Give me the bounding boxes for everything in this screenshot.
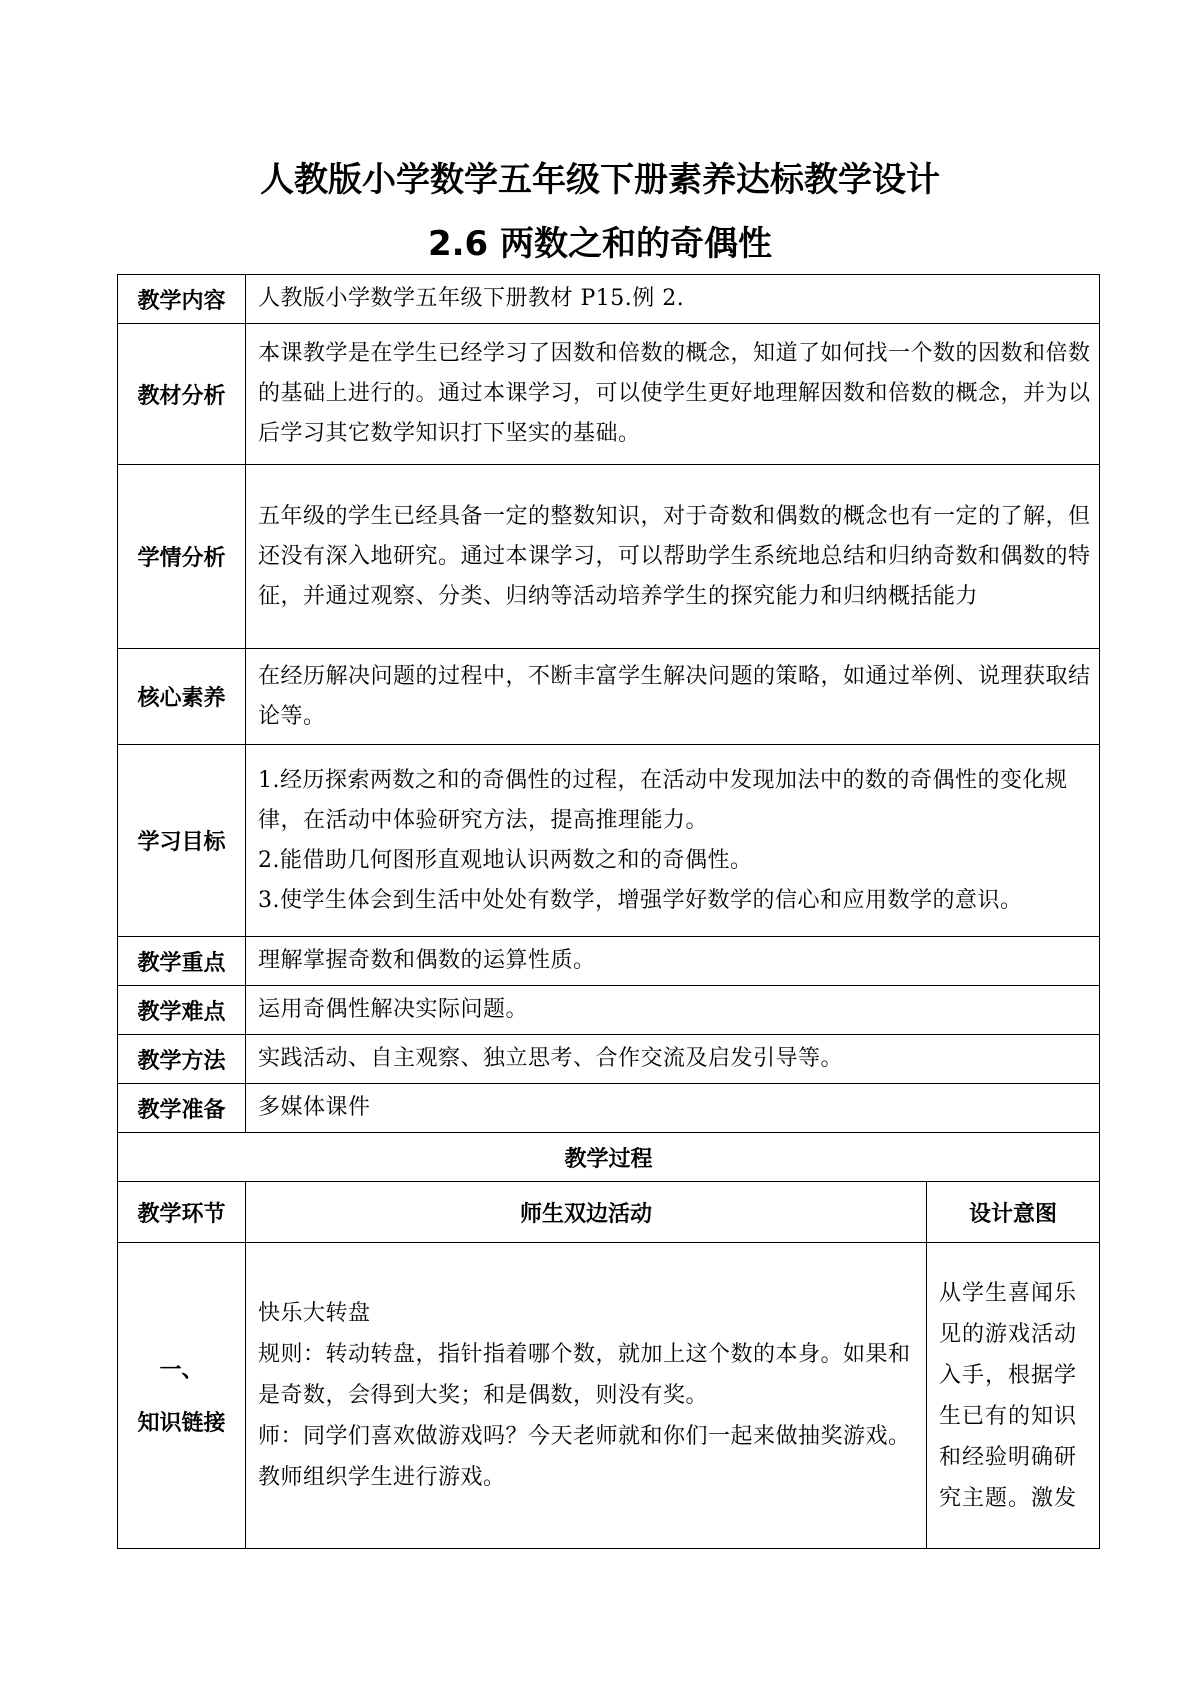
lesson-plan-table xyxy=(117,274,1100,1549)
table-row xyxy=(118,275,1100,324)
row-label: 学习目标 xyxy=(118,745,246,937)
stage-number: 一、 xyxy=(159,1357,204,1383)
stage-activities: 快乐大转盘 规则：转动转盘，指针指着哪个数，就加上这个数的本身。如果和是奇数，会得到大奖；和是偶数，则没有奖。 师：同学们喜欢做游戏吗？今天老师就和你们一起来做抽奖游戏。 教师组织学生进行游戏。 xyxy=(246,1243,927,1549)
row-label: 核心素养 xyxy=(118,649,246,745)
row-label: 教材分析 xyxy=(118,324,246,465)
row-content: 多媒体课件 xyxy=(246,1084,1100,1133)
row-label: 教学重点 xyxy=(118,937,246,986)
document-subtitle: 2.6 两数之和的奇偶性 xyxy=(427,224,773,264)
column-header-activity: 师生双边活动 xyxy=(246,1182,927,1243)
table-row xyxy=(118,649,1100,745)
table-row xyxy=(118,324,1100,465)
row-content: 1.经历探索两数之和的奇偶性的过程，在活动中发现加法中的数的奇偶性的变化规律，在活动中体验研究方法，提高推理能力。 2.能借助几何图形直观地认识两数之和的奇偶性。 3.使学生体会到生活中处处有数学，增强学好数学的信心和应用数学的意识。 xyxy=(246,745,1100,937)
column-header-intent: 设计意图 xyxy=(927,1182,1100,1243)
document-title: 人教版小学数学五年级下册素养达标教学设计 xyxy=(260,160,940,200)
row-label: 教学准备 xyxy=(118,1084,246,1133)
process-stage-row xyxy=(118,1243,1100,1549)
row-content: 理解掌握奇数和偶数的运算性质。 xyxy=(246,937,1100,986)
row-label: 教学难点 xyxy=(118,986,246,1035)
stage-name: 知识链接 xyxy=(137,1410,226,1436)
process-heading: 教学过程 xyxy=(118,1133,1100,1182)
process-heading-row xyxy=(118,1133,1100,1182)
row-content: 运用奇偶性解决实际问题。 xyxy=(246,986,1100,1035)
row-label: 学情分析 xyxy=(118,465,246,649)
stage-cell xyxy=(118,1243,246,1549)
stage-intent: 从学生喜闻乐见的游戏活动入手，根据学生已有的知识和经验明确研究主题。激发 xyxy=(927,1243,1100,1549)
row-content: 本课教学是在学生已经学习了因数和倍数的概念，知道了如何找一个数的因数和倍数的基础上进行的。通过本课学习，可以使学生更好地理解因数和倍数的概念，并为以后学习其它数学知识打下坚实的基础。 xyxy=(246,324,1100,465)
row-label: 教学内容 xyxy=(118,275,246,324)
table-row xyxy=(118,465,1100,649)
table-row xyxy=(118,1084,1100,1133)
column-header-stage: 教学环节 xyxy=(118,1182,246,1243)
table-row xyxy=(118,1035,1100,1084)
table-row xyxy=(118,937,1100,986)
row-label: 教学方法 xyxy=(118,1035,246,1084)
row-content: 五年级的学生已经具备一定的整数知识，对于奇数和偶数的概念也有一定的了解，但还没有深入地研究。通过本课学习，可以帮助学生系统地总结和归纳奇数和偶数的特征，并通过观察、分类、归纳等活动培养学生的探究能力和归纳概括能力 xyxy=(246,465,1100,649)
table-row xyxy=(118,986,1100,1035)
row-content: 实践活动、自主观察、独立思考、合作交流及启发引导等。 xyxy=(246,1035,1100,1084)
row-content: 在经历解决问题的过程中，不断丰富学生解决问题的策略，如通过举例、说理获取结论等。 xyxy=(246,649,1100,745)
row-content: 人教版小学数学五年级下册教材 P15.例 2. xyxy=(246,275,1100,324)
table-row xyxy=(118,745,1100,937)
process-column-headers xyxy=(118,1182,1100,1243)
